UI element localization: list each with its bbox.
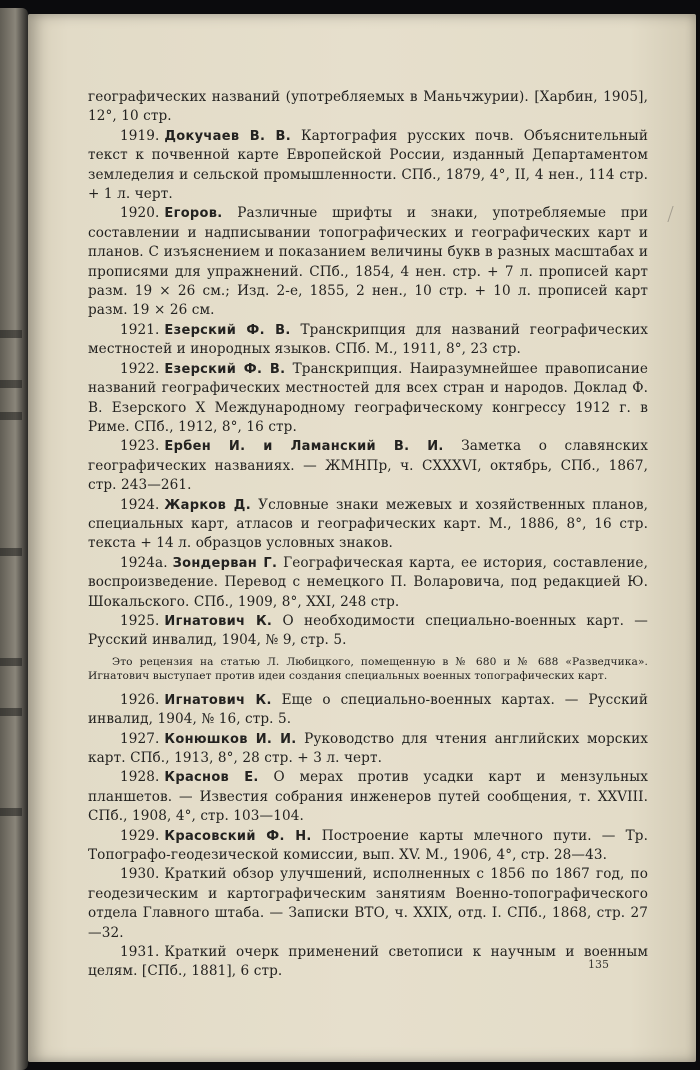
bibliography-entry — [88, 496, 648, 554]
entry-number: 1926. — [120, 691, 160, 708]
entry-text: Транскрипция. Наиразумнейшее правописание названий географических местностей для всех стран и народов. Доклад Ф. В. Езерского X Международному географическому конгрессу 1912 г. в Риме. СПб., 1912, 8°, 16 стр. — [88, 360, 649, 435]
entry-text: Географическая карта, ее история, составление, воспроизведение. Перевод с немецкого П. Воларовича, под редакцией Ю. Шокальского. СПб., 1909, 8°, XXI, 248 стр. — [88, 554, 648, 610]
entry-number: 1927. — [120, 730, 160, 747]
entry-number: 1924а. — [120, 554, 168, 571]
entry-number: 1928. — [120, 769, 160, 786]
pencil-mark — [661, 206, 673, 222]
bibliography-entry — [88, 865, 648, 943]
entry-number: 1930. — [120, 866, 160, 883]
bibliography-entry — [88, 943, 648, 982]
entry-number: 1921. — [120, 321, 160, 338]
entry-author: Докучаев В. В. — [164, 128, 292, 144]
bibliography-entry — [88, 437, 648, 495]
entry-number: 1922. — [120, 360, 160, 377]
adjacent-page-text-fragment — [0, 658, 22, 666]
entry-number: 1924. — [120, 496, 160, 513]
entry-text: Краткий обзор улучшений, исполненных с 1856 по 1867 год, по геодезическим и картографическим занятиям Военно-топографического отдела Главного штаба. — Записки ВТО, ч. XXIX, отд. I. СПб., 1868, стр. 27—32. — [88, 866, 648, 941]
adjacent-page-text-fragment — [0, 412, 22, 420]
entry-author: Краснов Е. — [164, 770, 259, 786]
page-number: 135 — [588, 958, 609, 971]
entry-number: 1919. — [120, 127, 160, 144]
entry-text: Различные шрифты и знаки, употребляемые при составлении и надписывании топографических и географических карт и планов. С изъяснением и показанием величины букв в разных масштабах и прописями для упражнений. СПб., 1854, 4 нен. стр. + 7 л. прописей карт разм. 19 × 26 см.; Изд. 2-е, 1855, 2 нен., 10 стр. + 10 л. прописей карт разм. 19 × 26 см. — [88, 205, 648, 319]
book-page — [28, 14, 696, 1062]
bibliography-entry — [88, 204, 648, 320]
bibliography-entry — [88, 827, 648, 866]
entry-author: Егоров. — [164, 206, 223, 222]
entry-footnote: Это рецензия на статью Л. Любицкого, помещенную в № 680 и № 688 «Разведчика». Игнатович выступает против идеи создания специальных военных топографических карт. — [88, 655, 648, 682]
adjacent-page-text-fragment — [0, 380, 22, 388]
entry-text: Картография русских почв. Объяснительный текст к почвенной карте Европейской России, изданный Департаментом земледелия и сельской промышленности. СПб., 1879, 4°, II, 4 нен., 114 стр. + 1 л. черт. — [88, 127, 648, 203]
entry-author: Ербен И. и Ламанский В. И. — [164, 439, 444, 455]
entry-text: Построение карты млечного пути. — Тр. Топографо-геодезической комиссии, вып. XV. М., 1906, 4°, стр. 28—43. — [88, 827, 648, 864]
entry-text: О мерах против усадки карт и мензульных планшетов. — Известия собрания инженеров путей сообщения, т. XXVIII. СПб., 1908, 4°, стр. 103—104. — [88, 769, 648, 825]
entry-number: 1931. — [120, 944, 160, 961]
entry-text: Руководство для чтения английских морских карт. СПб., 1913, 8°, 28 стр. + 3 л. черт. — [88, 730, 648, 766]
entry-author: Красовский Ф. Н. — [164, 828, 312, 844]
entry-text: Заметка о славянских географических названиях. — ЖМНПр, ч. CXXXVI, октябрь, СПб., 1867, стр. 243—261. — [88, 438, 648, 494]
bibliography-entry — [88, 768, 648, 826]
adjacent-page-text-fragment — [0, 808, 22, 816]
continued-entry-text: географических названий (употребляемых в Маньчжурии). [Харбин, 1905], 12°, 10 стр. — [88, 89, 648, 125]
entry-author: Езерский Ф. В. — [164, 322, 291, 338]
entry-text: Транскрипция для названий географических местностей и инородных языков. СПб. М., 1911, 8°, 23 стр. — [88, 321, 649, 358]
adjacent-page-text-fragment — [0, 548, 22, 556]
entry-text: Еще о специально-военных картах. — Русский инвалид, 1904, № 16, стр. 5. — [88, 691, 649, 728]
entry-author: Жарков Д. — [164, 497, 251, 513]
entry-number: 1929. — [120, 827, 160, 844]
entry-number: 1920. — [120, 205, 160, 222]
entry-text: О необходимости специально-военных карт. — Русский инвалид, 1904, № 9, стр. 5. — [88, 612, 648, 649]
bibliography-text — [88, 88, 648, 982]
bibliography-entry — [88, 127, 648, 205]
entry-author: Зондерван Г. — [172, 555, 278, 571]
entry-number: 1925. — [120, 612, 160, 629]
entry-author: Игнатович К. — [164, 692, 272, 708]
bibliography-entry — [88, 612, 648, 651]
entry-number: 1923. — [120, 438, 160, 455]
bibliography-entry — [88, 321, 648, 360]
entry-text: Условные знаки межевых и хозяйственных планов, специальных карт, атласов и географических карт. М., 1886, 8°, 16 стр. текста + 14 л. образцов условных знаков. — [88, 496, 649, 552]
bibliography-entry — [88, 554, 648, 612]
adjacent-page-text-fragment — [0, 330, 22, 338]
bibliography-entry — [88, 691, 648, 730]
entry-author: Езерский Ф. В. — [164, 361, 286, 377]
entry-author: Игнатович К. — [164, 613, 273, 629]
bibliography-entry — [88, 360, 648, 438]
adjacent-page-text-fragment — [0, 708, 22, 716]
adjacent-page-edge — [0, 8, 28, 1070]
entry-author: Конюшков И. И. — [164, 731, 297, 747]
entry-text: Краткий очерк применений светописи к научным и военным целям. [СПб., 1881], 6 стр. — [88, 944, 648, 980]
bibliography-entry — [88, 730, 648, 769]
